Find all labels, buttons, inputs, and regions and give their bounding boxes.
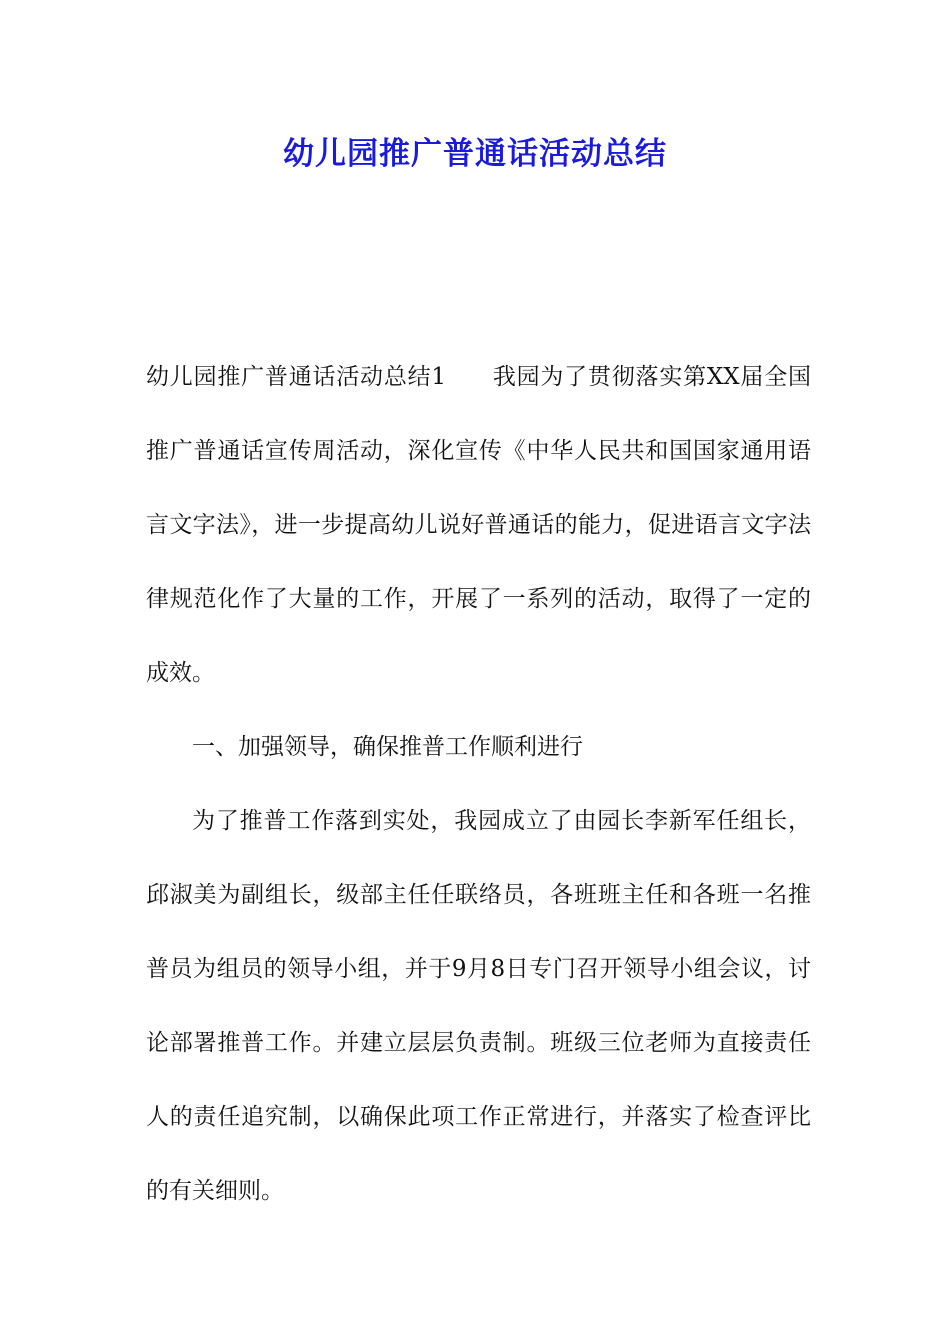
document-title: 幼儿园推广普通话活动总结 [283,136,667,172]
paragraph-2: 为了推普工作落到实处，我园成立了由园长李新军任组长，邱淑美为副组长，级部主任任联络员，各班班主任和各班一名推普员为组员的领导小组，并于9月8日专门召开领导小组会议，讨论部署推普工作。并建立层层负责制。班级三位老师为直接责任人的责任追究制，以确保此项工作正常进行，并落实了检查评比的有关细则。 [146,808,811,1204]
document-body [146,340,811,1228]
intro-paragraph [146,340,811,710]
section-heading-1: 一、加强领导，确保推普工作顺利进行 [192,734,583,760]
paragraph-1-text: 我园为了贯彻落实第XX届全国推广普通话宣传周活动，深化宣传《中华人民共和国国家通用语言文字法》，进一步提高幼儿说好普通话的能力，促进语言文字法律规范化作了大量的工作，开展了一系列的活动，取得了一定的成效。 [146,364,811,686]
intro-heading: 幼儿园推广普通话活动总结1 [146,364,447,390]
